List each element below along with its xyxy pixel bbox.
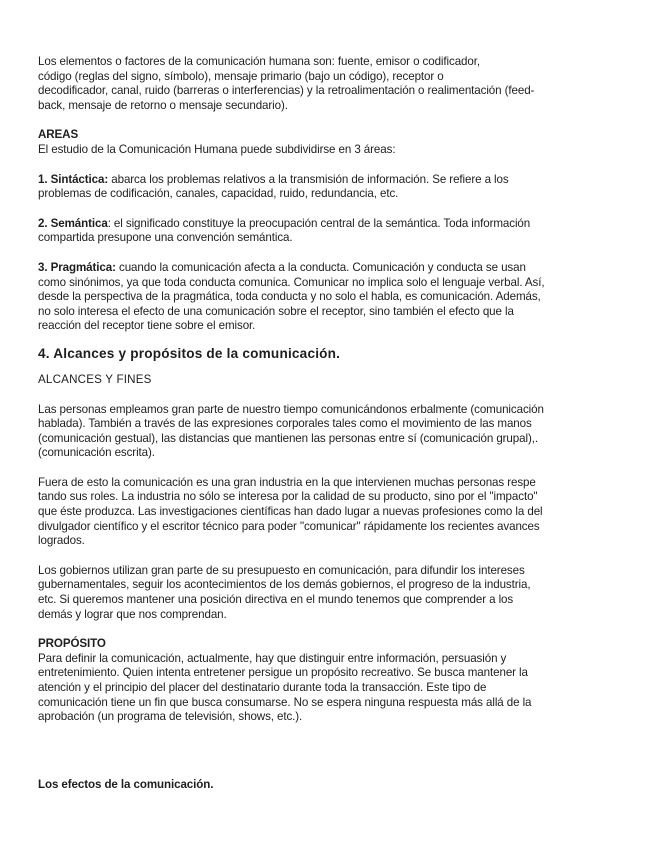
text-line: Los elementos o factores de la comunicación humana son: fuente, emisor o codificador, bbox=[38, 55, 480, 68]
area-label: 3. Pragmática: bbox=[38, 260, 116, 274]
proposito-heading: PROPÓSITO bbox=[38, 637, 106, 651]
document-body bbox=[38, 55, 622, 792]
area-label: 1. Sintáctica: bbox=[38, 172, 109, 186]
alcances-paragraph-2 bbox=[38, 476, 622, 549]
text-line: aprobación (un programa de televisión, shows, etc.). bbox=[38, 710, 303, 724]
areas-intro: El estudio de la Comunicación Humana puede subdividirse en 3 áreas: bbox=[38, 142, 396, 156]
area-item-semantica bbox=[38, 217, 622, 246]
text-line: logrados. bbox=[38, 534, 85, 548]
area-item-pragmatica bbox=[38, 261, 622, 334]
text-line: hablada). También a través de las expresiones corporales tales como el movimiento de las manos bbox=[38, 417, 532, 431]
text-line: etc. Si queremos mantener una posición directiva en el mundo tenemos que comprender a los bbox=[38, 593, 514, 607]
alcances-paragraph-1 bbox=[38, 403, 622, 461]
areas-heading: AREAS bbox=[38, 128, 79, 142]
area-text: : el significado constituye la preocupación central de la semántica. Toda información bbox=[107, 216, 531, 230]
closing-heading: Los efectos de la comunicación. bbox=[38, 777, 214, 791]
text-line: desde la perspectiva de la pragmática, toda conducta y no solo el habla, es comunicación. Además, bbox=[38, 290, 541, 304]
text-line: Para definir la comunicación, actualmente, hay que distinguir entre información, persuasión y bbox=[38, 651, 507, 665]
text-line: tando sus roles. La industria no sólo se interesa por la calidad de su producto, sino por el "impacto" bbox=[38, 490, 538, 504]
alcances-paragraph-3 bbox=[38, 564, 622, 622]
text-line: Los gobiernos utilizan gran parte de su presupuesto en comunicación, para difundir los intereses bbox=[38, 563, 525, 577]
text-line: (comunicación escrita). bbox=[38, 446, 155, 460]
text-line: decodificador, canal, ruido (barreras o interferencias) y la retroalimentación o realimentación (feed- bbox=[38, 84, 535, 98]
text-line: divulgador científico y el escritor técnico para poder "comunicar" rápidamente los recientes avances bbox=[38, 519, 540, 533]
section-subtitle: ALCANCES Y FINES bbox=[38, 372, 152, 386]
text-line: (comunicación gestual), las distancias que mantienen las personas entre sí (comunicación grupal),. bbox=[38, 431, 538, 445]
text-line: código (reglas del signo, símbolo), mensaje primario (bajo un código), receptor o bbox=[38, 69, 444, 83]
text-line: entretenimiento. Quien intenta entretener persigue un propósito recreativo. Se busca mantener la bbox=[38, 666, 528, 680]
text-line: que éste produzca. Las investigaciones científicas han dado lugar a nuevas profesiones como la del bbox=[38, 505, 543, 519]
area-item-sintactica bbox=[38, 173, 622, 202]
text-line: back, mensaje de retorno o mensaje secundario). bbox=[38, 98, 288, 112]
area-text: abarca los problemas relativos a la transmisión de información. Se refiere a los bbox=[108, 172, 509, 186]
text-line: Fuera de esto la comunicación es una gran industria en la que intervienen muchas personas respe bbox=[38, 475, 536, 489]
text-line: problemas de codificación, canales, capacidad, ruido, redundancia, etc. bbox=[38, 187, 399, 201]
section-title: 4. Alcances y propósitos de la comunicación. bbox=[38, 345, 341, 361]
proposito-paragraph bbox=[38, 652, 622, 725]
text-line: Las personas empleamos gran parte de nuestro tiempo comunicándonos erbalmente (comunicación bbox=[38, 402, 544, 416]
text-line: no solo interesa el efecto de una comunicación sobre el receptor, sino también el efecto que la bbox=[38, 304, 514, 318]
text-line: compartida presupone una convención semántica. bbox=[38, 231, 293, 245]
area-text: cuando la comunicación afecta a la conducta. Comunicación y conducta se usan bbox=[115, 260, 526, 274]
text-line: atención y el principio del placer del destinatario durante toda la transacción. Este tipo de bbox=[38, 681, 487, 694]
text-line: reacción del receptor tiene sobre el emisor. bbox=[38, 319, 256, 333]
text-line: comunicación tiene un fin que busca consumarse. No se espera ninguna respuesta más allá de la bbox=[38, 695, 532, 709]
text-line: gubernamentales, seguir los acontecimientos de los demás gobiernos, el progreso de la industria, bbox=[38, 578, 531, 592]
intro-paragraph bbox=[38, 55, 622, 113]
area-label: 2. Semántica bbox=[38, 216, 108, 230]
text-line: como sinónimos, ya que toda conducta comunica. Comunicar no implica solo el lenguaje verbal. Así, bbox=[38, 275, 545, 289]
text-line: demás y lograr que nos comprendan. bbox=[38, 607, 227, 621]
